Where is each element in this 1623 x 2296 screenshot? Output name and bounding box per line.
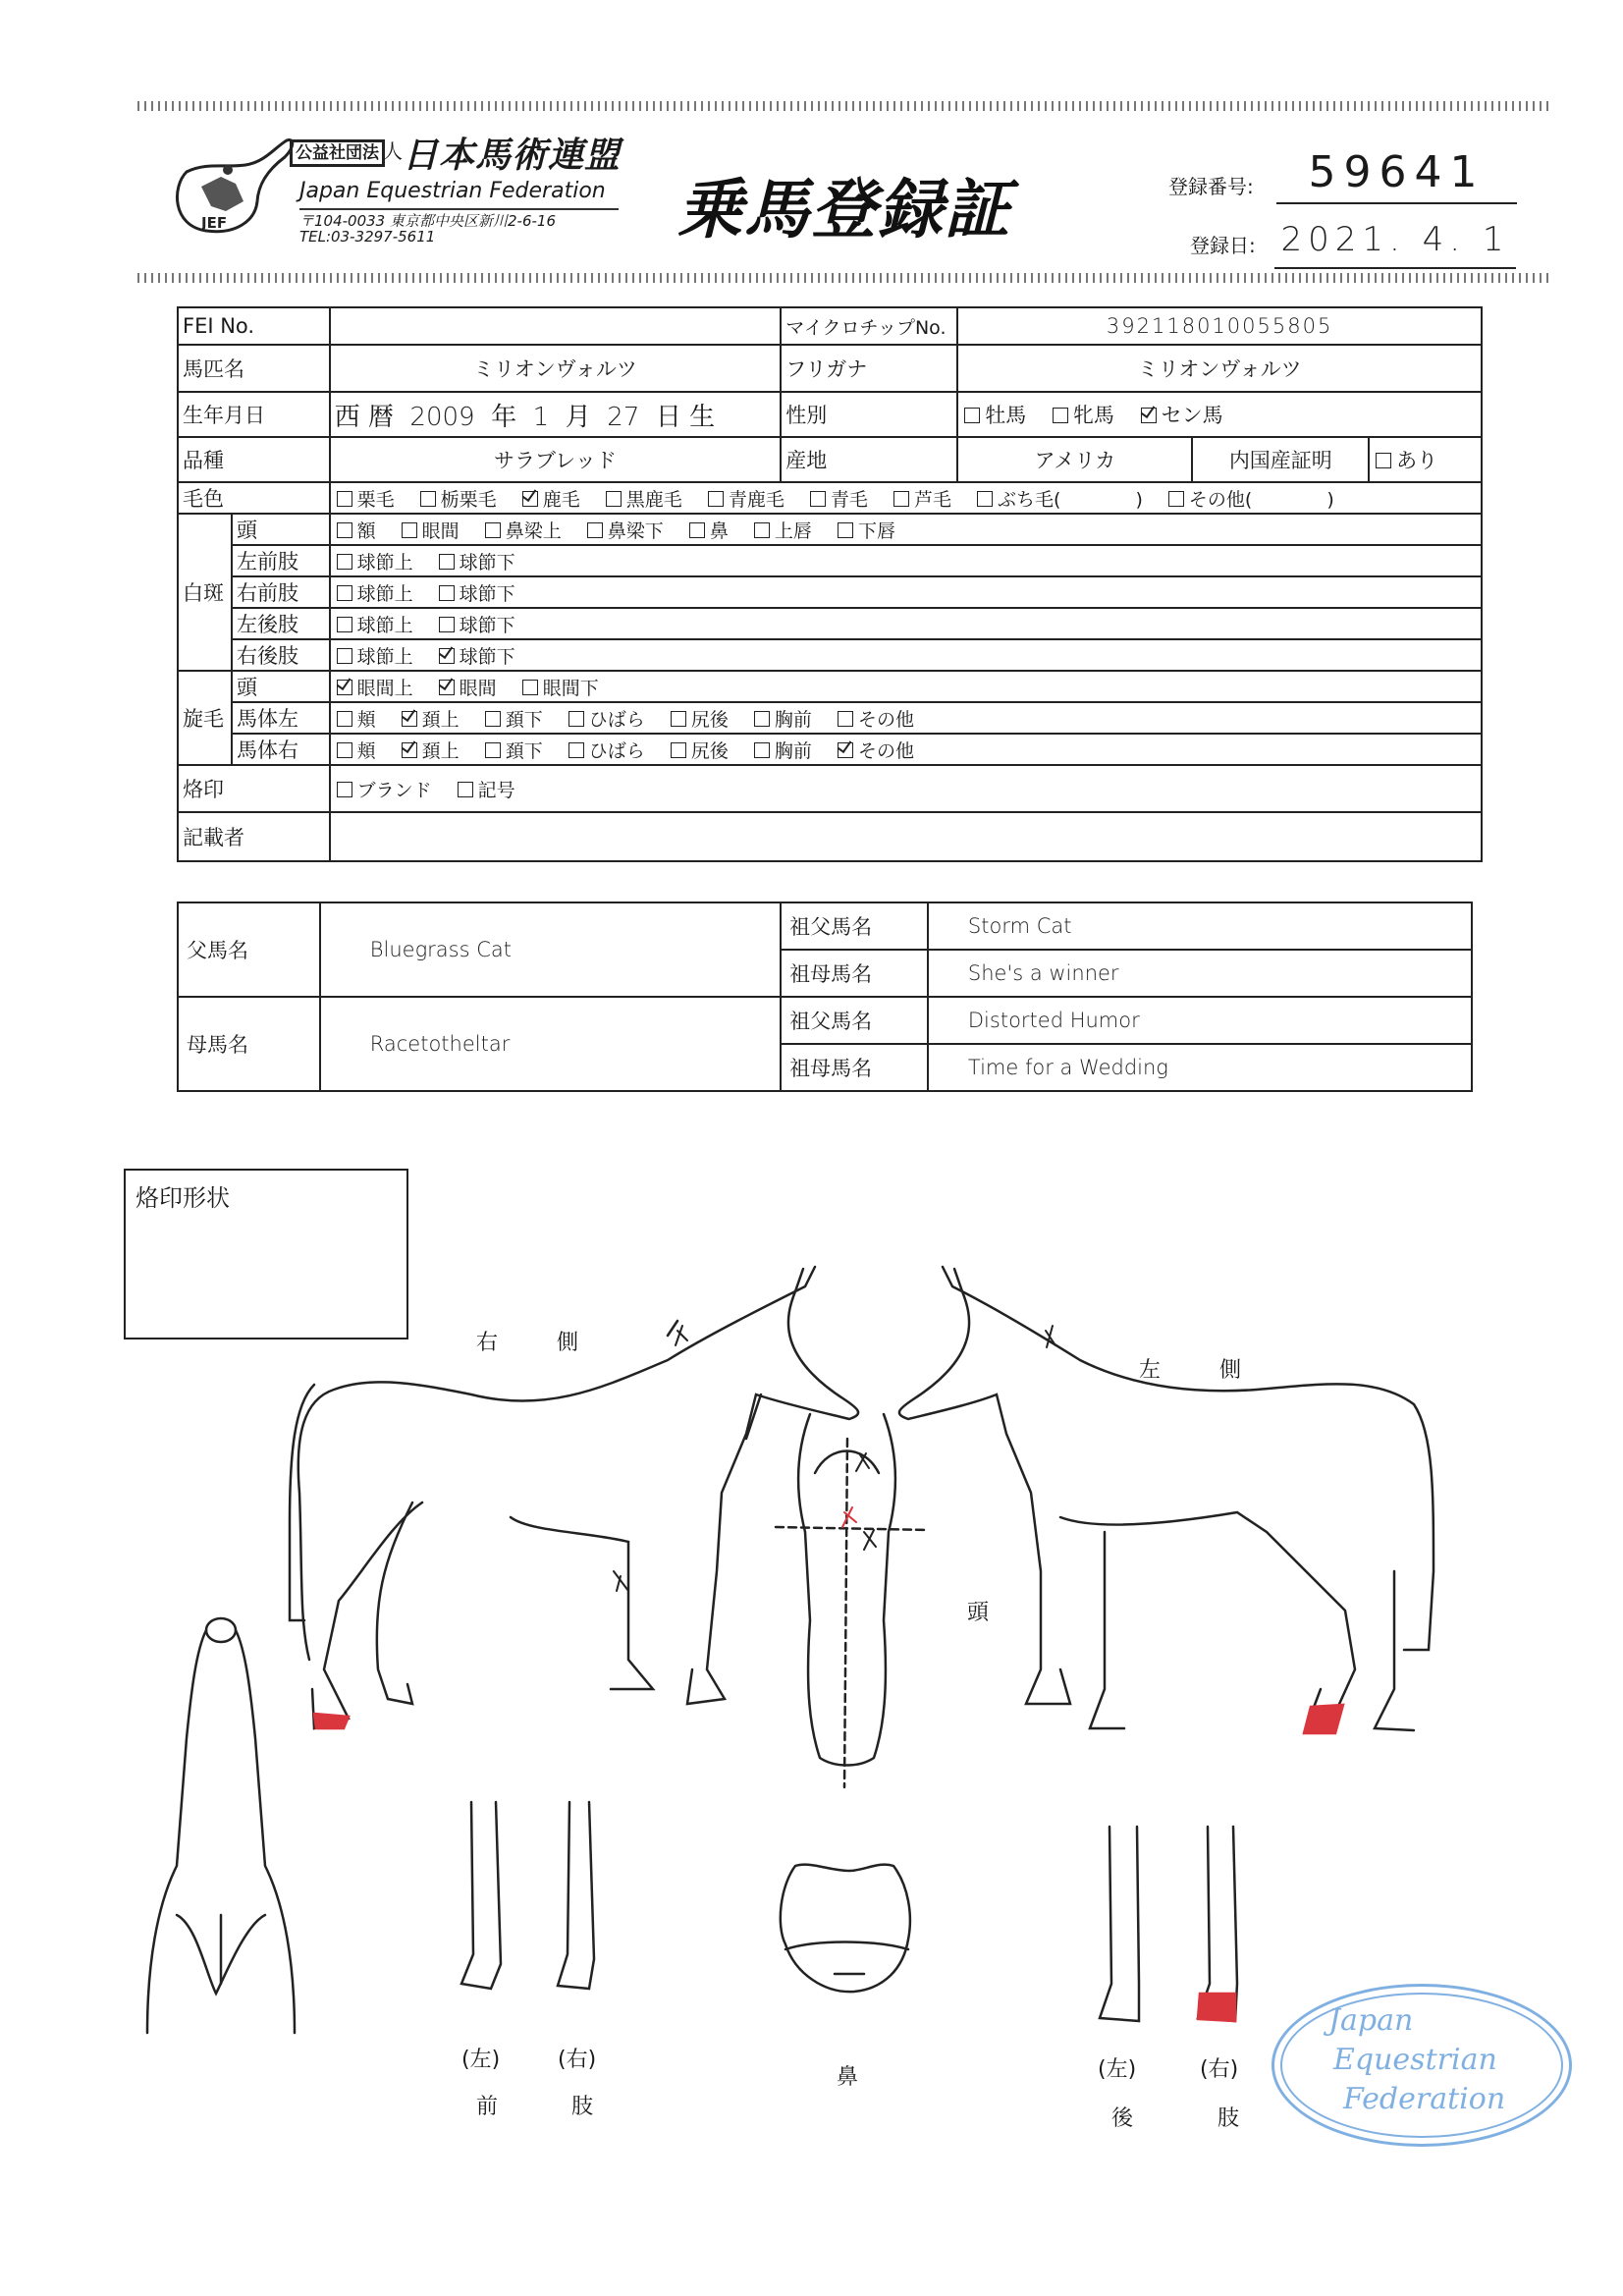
- white-mark-part: 左前肢: [232, 545, 330, 576]
- horse-name-label: 馬匹名: [178, 345, 330, 392]
- furigana-label: フリガナ: [781, 345, 957, 392]
- org-address: 〒104-0033 東京都中央区新川2-6-16: [299, 212, 556, 230]
- coat-option[interactable]: 鹿毛: [520, 489, 580, 511]
- coat-option[interactable]: 黒鹿毛: [604, 489, 682, 511]
- microchip-value: 392118010055805: [957, 307, 1482, 345]
- whorl-part: 馬体左: [232, 702, 330, 734]
- birth-year: 2009: [409, 402, 475, 432]
- granddam-label: 祖母馬名: [781, 950, 928, 997]
- brand-option[interactable]: ブランド: [335, 780, 432, 801]
- mark-option[interactable]: 球節上: [335, 615, 413, 636]
- dam-value: Racetotheltar: [320, 997, 781, 1091]
- origin-value: アメリカ: [957, 437, 1192, 482]
- sire-sire-value: Storm Cat: [928, 902, 1472, 950]
- whorl-option[interactable]: 胸前: [752, 740, 812, 762]
- stamp-line-2: Equestrian: [1333, 2043, 1497, 2077]
- mark-option[interactable]: 球節上: [335, 552, 413, 574]
- whorl-option[interactable]: その他: [836, 709, 914, 731]
- recorder-label: 記載者: [178, 812, 330, 861]
- whorl-option[interactable]: 頬: [335, 709, 376, 731]
- org-type-badge: 公益社団法: [290, 139, 385, 167]
- mark-option[interactable]: 球節下: [437, 552, 515, 574]
- mark-option[interactable]: 鼻: [687, 520, 729, 542]
- whorl-part: 頭: [232, 671, 330, 702]
- sire-label: 父馬名: [178, 902, 320, 997]
- breed-value: サラブレッド: [330, 437, 782, 482]
- granddam-label: 祖母馬名: [781, 1044, 928, 1091]
- horse-top-view-icon: [147, 1618, 295, 2033]
- coat-label: 毛色: [178, 482, 330, 514]
- whorl-option[interactable]: 尻後: [669, 740, 729, 762]
- whorl-option[interactable]: 頚下: [483, 709, 543, 731]
- white-mark-part: 左後肢: [232, 608, 330, 639]
- hind-limbs-label-2: 肢: [1217, 2106, 1240, 2131]
- sex-label: 性別: [781, 392, 957, 437]
- whorl-option[interactable]: 頚上: [400, 709, 460, 731]
- birth-era: 西 暦: [334, 402, 394, 432]
- whorl-option[interactable]: ひばら: [567, 709, 645, 731]
- jef-seal-stamp: [1271, 1984, 1572, 2147]
- birth-month: 1: [532, 402, 550, 432]
- coat-option[interactable]: 栗毛: [335, 489, 395, 511]
- sire-dam-value: She's a winner: [928, 950, 1472, 997]
- whorl-option[interactable]: その他: [836, 740, 914, 762]
- horse-right-side-icon: [290, 1267, 858, 1728]
- right-side-label: 右側: [476, 1331, 638, 1355]
- coat-option[interactable]: 青毛: [808, 489, 868, 511]
- whorl-option[interactable]: 眼間: [437, 678, 497, 699]
- horse-muzzle-icon: [781, 1865, 910, 1993]
- reg-number-value: 59641: [1276, 147, 1517, 204]
- horse-left-side-icon: [899, 1267, 1434, 1733]
- left-side-label: 左側: [1139, 1358, 1301, 1383]
- front-right-label: (右): [558, 2048, 597, 2072]
- coat-option[interactable]: 芦毛: [892, 489, 951, 511]
- coat-option[interactable]: ぶち毛( ): [975, 489, 1143, 511]
- horse-head-front-icon: [776, 1414, 928, 1787]
- hind-left-label: (左): [1098, 2057, 1137, 2082]
- whorl-option[interactable]: 頬: [335, 740, 376, 762]
- mark-option[interactable]: 球節下: [437, 646, 515, 668]
- horse-name-value: ミリオンヴォルツ: [330, 345, 782, 392]
- mark-option[interactable]: 鼻梁上: [483, 520, 562, 542]
- front-left-label: (左): [461, 2048, 501, 2072]
- grandsire-label: 祖父馬名: [781, 902, 928, 950]
- mark-option[interactable]: 下唇: [836, 520, 895, 542]
- breed-label: 品種: [178, 437, 330, 482]
- coat-option[interactable]: 青鹿毛: [706, 489, 784, 511]
- coat-option[interactable]: その他( ): [1166, 489, 1334, 511]
- mark-option[interactable]: 上唇: [752, 520, 812, 542]
- brand-option[interactable]: 記号: [456, 780, 515, 801]
- coat-option[interactable]: 栃栗毛: [418, 489, 497, 511]
- front-limbs-label-1: 前: [476, 2095, 499, 2119]
- head-label: 頭: [967, 1601, 990, 1625]
- sex-option-gelding[interactable]: セン馬: [1139, 404, 1223, 427]
- white-marks-label: 白斑: [178, 514, 232, 671]
- front-limbs-icon: [461, 1802, 594, 1989]
- front-limbs-label-2: 肢: [571, 2095, 594, 2119]
- mark-option[interactable]: 球節上: [335, 646, 413, 668]
- microchip-label: マイクロチップNo.: [781, 307, 957, 345]
- whorl-option[interactable]: 尻後: [669, 709, 729, 731]
- sex-option-mare[interactable]: 牝馬: [1051, 404, 1114, 427]
- reg-date-value: 2021. 4. 1: [1274, 220, 1516, 269]
- fei-label: FEI No.: [178, 307, 330, 345]
- white-mark-part: 右後肢: [232, 639, 330, 671]
- dam-label: 母馬名: [178, 997, 320, 1091]
- white-mark-part: 頭: [232, 514, 330, 545]
- brand-label: 烙印: [178, 765, 330, 812]
- org-name-jp: 日本馬術連盟: [403, 136, 622, 176]
- dam-dam-value: Time for a Wedding: [928, 1044, 1472, 1091]
- muzzle-label: 鼻: [837, 2065, 859, 2090]
- dam-sire-value: Distorted Humor: [928, 997, 1472, 1044]
- mark-option[interactable]: 球節上: [335, 583, 413, 605]
- grandsire-label: 祖父馬名: [781, 997, 928, 1044]
- mark-option[interactable]: 球節下: [437, 583, 515, 605]
- stamp-line-3: Federation: [1343, 2082, 1506, 2116]
- mark-option[interactable]: 眼間: [400, 520, 460, 542]
- svg-text:JEF: JEF: [201, 214, 228, 232]
- whorl-option[interactable]: ひばら: [567, 740, 645, 762]
- org-type-suffix: 人: [383, 139, 403, 163]
- reg-number-label: 登録番号:: [1168, 175, 1254, 198]
- furigana-value: ミリオンヴォルツ: [957, 345, 1482, 392]
- mark-option[interactable]: 鼻梁下: [585, 520, 664, 542]
- birth-label: 生年月日: [178, 392, 330, 437]
- origin-label: 産地: [781, 437, 957, 482]
- mark-option[interactable]: 球節下: [437, 615, 515, 636]
- whorl-option[interactable]: 頚上: [400, 740, 460, 762]
- domestic-cert-label: 内国産証明: [1192, 437, 1369, 482]
- birth-day-unit: 日 生: [655, 402, 716, 432]
- domestic-cert-option[interactable]: あり: [1369, 437, 1482, 482]
- birth-year-unit: 年: [491, 402, 517, 432]
- stamp-line-1: Japan: [1328, 2003, 1414, 2038]
- org-name-en: Japan Equestrian Federation: [299, 179, 606, 203]
- document-title: 乗馬登録証: [677, 172, 1011, 247]
- sex-option-stallion[interactable]: 牡馬: [962, 404, 1026, 427]
- sire-value: Bluegrass Cat: [320, 902, 781, 997]
- reg-date-label: 登録日:: [1190, 234, 1256, 257]
- whorl-part: 馬体右: [232, 734, 330, 765]
- mark-option[interactable]: 額: [335, 520, 376, 542]
- hind-limbs-label-1: 後: [1111, 2106, 1134, 2131]
- hind-limbs-icon: [1100, 1827, 1237, 2021]
- org-tel: TEL:03-3297-5611: [299, 228, 436, 246]
- hind-right-label: (右): [1200, 2057, 1239, 2082]
- whorl-option[interactable]: 胸前: [752, 709, 812, 731]
- birth-month-unit: 月: [565, 402, 591, 432]
- whorl-option[interactable]: 眼間上: [335, 678, 413, 699]
- brand-shape-label: 烙印形状: [135, 1184, 230, 1212]
- whorls-label: 旋毛: [178, 671, 232, 765]
- white-mark-part: 右前肢: [232, 576, 330, 608]
- birth-day: 27: [607, 402, 640, 432]
- whorl-option[interactable]: 頚下: [483, 740, 543, 762]
- whorl-option[interactable]: 眼間下: [520, 678, 599, 699]
